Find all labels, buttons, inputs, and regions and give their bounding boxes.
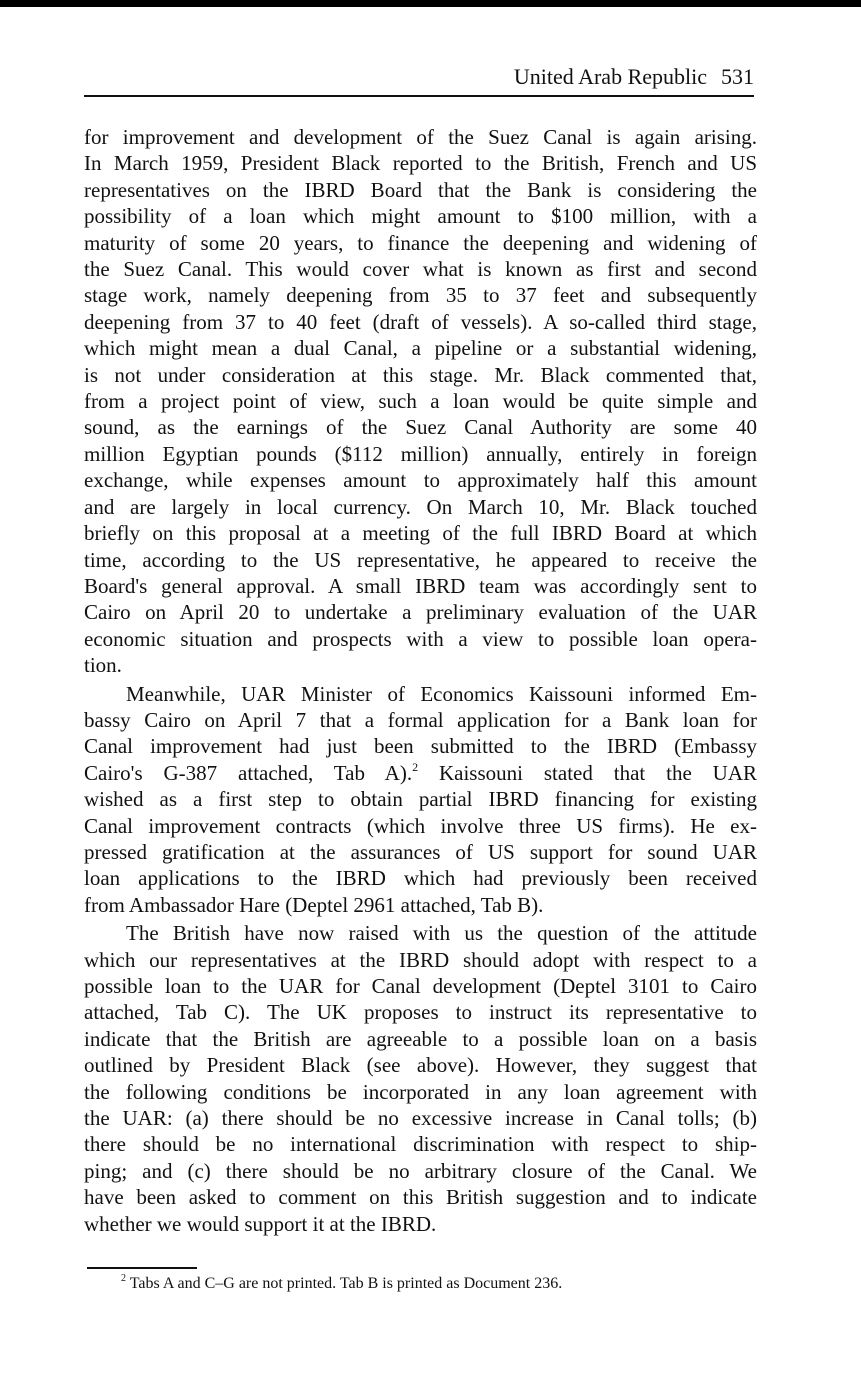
footnote	[121, 1272, 562, 1296]
text-line: there should be no international discrimination with respect to ship-	[84, 1132, 757, 1157]
text-line: outlined by President Black (see above). However, they suggest that	[84, 1053, 757, 1078]
paragraph-2	[84, 681, 757, 919]
text-line: loan applications to the IBRD which had previously been received	[84, 866, 757, 891]
paragraph-1	[84, 124, 757, 679]
footnote-marker: 2	[121, 1273, 126, 1284]
text-line: Canal improvement contracts (which involve three US firms). He ex-	[84, 813, 757, 838]
text-line: and are largely in local currency. On March 10, Mr. Black touched	[84, 494, 757, 519]
footnote-text: Tabs A and C–G are not printed. Tab B is printed as Document 236.	[129, 1275, 563, 1292]
text-line-with-footnote-ref	[84, 760, 757, 786]
text-line: time, according to the US representative, he appeared to receive the	[84, 547, 757, 572]
text-line: stage work, namely deepening from 35 to 37 feet and subsequently	[84, 283, 757, 308]
footnote-rule	[87, 1267, 197, 1269]
text-line: bassy Cairo on April 7 that a formal application for a Bank loan for	[84, 707, 757, 732]
text-line: the UAR: (a) there should be no excessive increase in Canal tolls; (b)	[84, 1106, 757, 1131]
text-line: wished as a first step to obtain partial IBRD financing for existing	[84, 787, 757, 812]
text-line: have been asked to comment on this British suggestion and to indicate	[84, 1185, 757, 1210]
text-line: maturity of some 20 years, to finance the deepening and widening of	[84, 230, 757, 255]
text-line: Meanwhile, UAR Minister of Economics Kaissouni informed Em-	[126, 681, 757, 706]
text-line: ping; and (c) there should be no arbitrary closure of the Canal. We	[84, 1158, 757, 1183]
text-line: briefly on this proposal at a meeting of the full IBRD Board at which	[84, 521, 757, 546]
text-line: the Suez Canal. This would cover what is known as first and second	[84, 257, 757, 282]
text-line: from a project point of view, such a loan would be quite simple and	[84, 389, 757, 414]
text-line: exchange, while expenses amount to approximately half this amount	[84, 468, 757, 493]
text-line: Board's general approval. A small IBRD team was accordingly sent to	[84, 573, 757, 598]
text-line: which our representatives at the IBRD should adopt with respect to a	[84, 947, 757, 972]
text-line: the following conditions be incorporated in any loan agreement with	[84, 1079, 757, 1104]
page-number: 531	[721, 64, 754, 89]
text-line: representatives on the IBRD Board that the Bank is considering the	[84, 177, 757, 202]
text-line: million Egyptian pounds ($112 million) annually, entirely in foreign	[84, 441, 757, 466]
text-line: which might mean a dual Canal, a pipeline or a substantial widening,	[84, 336, 757, 361]
running-head-title: United Arab Republic	[513, 64, 707, 89]
text-line: The British have now raised with us the question of the attitude	[126, 921, 757, 946]
text-line: from Ambassador Hare (Deptel 2961 attached, Tab B).	[84, 892, 544, 917]
text-line: Canal improvement had just been submitted to the IBRD (Embassy	[84, 734, 757, 759]
text-segment: Cairo's G-387 attached, Tab A).	[84, 760, 413, 785]
body-text	[84, 124, 757, 1237]
text-line: sound, as the earnings of the Suez Canal Authority are some 40	[84, 415, 757, 440]
text-line: pressed gratification at the assurances of US support for sound UAR	[84, 839, 757, 864]
text-line: attached, Tab C). The UK proposes to instruct its representative to	[84, 1000, 757, 1025]
text-line: tion.	[84, 653, 122, 678]
text-line: possibility of a loan which might amount to $100 million, with a	[84, 204, 757, 229]
text-line: Cairo on April 20 to undertake a preliminary evaluation of the UAR	[84, 600, 757, 625]
text-line: whether we would support it at the IBRD.	[84, 1211, 437, 1236]
text-segment: Kaissouni stated that the UAR	[438, 760, 758, 785]
text-line: deepening from 37 to 40 feet (draft of vessels). A so-called third stage,	[84, 309, 757, 334]
text-line: indicate that the British are agreeable to a possible loan on a basis	[84, 1026, 757, 1051]
text-line: is not under consideration at this stage. Mr. Black commented that,	[84, 362, 757, 387]
top-border-bar	[0, 0, 861, 7]
footnote-reference: 2	[412, 759, 419, 774]
paragraph-3	[84, 920, 757, 1237]
text-line: for improvement and development of the Suez Canal is again arising.	[84, 125, 757, 149]
running-head	[84, 62, 754, 97]
text-line: economic situation and prospects with a view to possible loan opera-	[84, 626, 757, 651]
text-line: In March 1959, President Black reported to the British, French and US	[84, 151, 757, 176]
text-line: possible loan to the UAR for Canal development (Deptel 3101 to Cairo	[84, 974, 757, 998]
